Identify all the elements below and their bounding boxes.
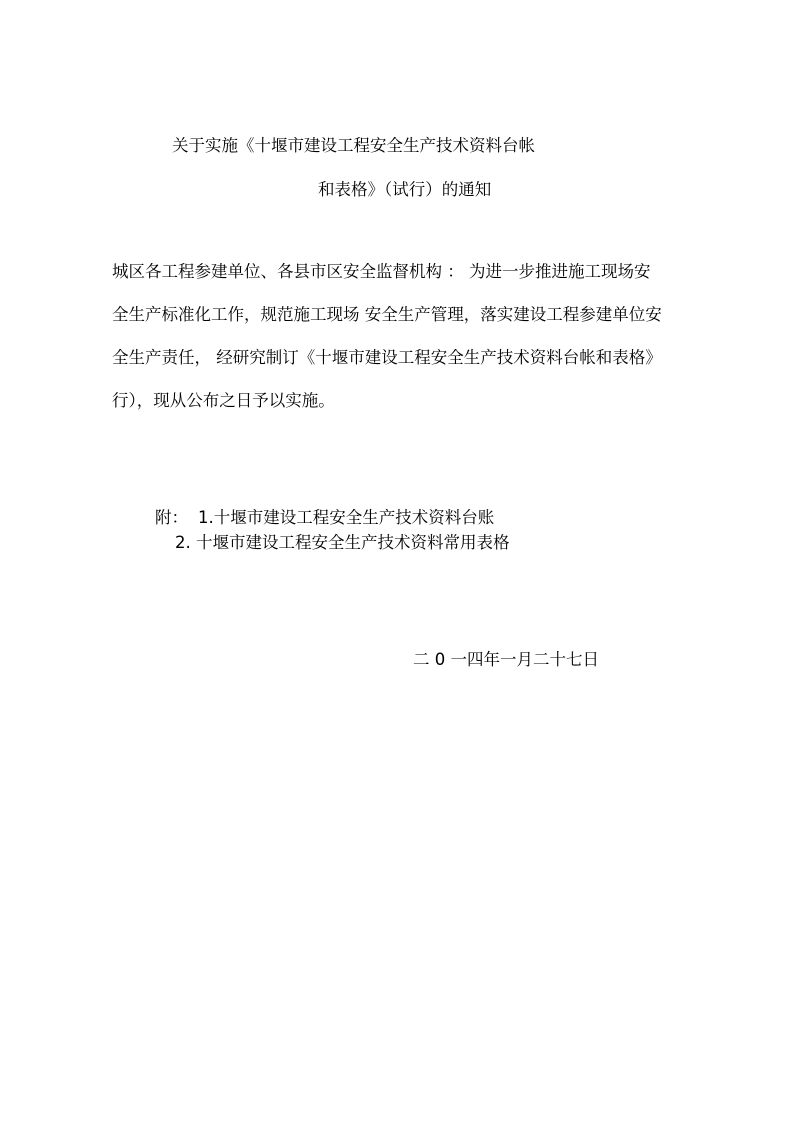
title-line-2: 和表格》（试行）的通知 <box>318 180 492 199</box>
attachment-item-1: 1.十堰市建设工程安全生产技术资料台账 <box>198 508 495 527</box>
document-date: 二 0 一四年一月二十七日 <box>413 650 599 669</box>
attachment-label: 附： <box>155 508 188 527</box>
attachment-item-2: 2. 十堰市建设工程安全生产技术资料常用表格 <box>175 533 510 552</box>
body-line-4: 行），现从公布之日予以实施。 <box>112 391 335 410</box>
body-line-3: 全生产责任， 经研究制订《十堰市建设工程安全生产技术资料台帐和表格》 <box>112 348 662 367</box>
body-line-2: 全生产标准化工作，规范施工现场 安全生产管理，落实建设工程参建单位安 <box>112 305 662 324</box>
title-line-1: 关于实施《十堰市建设工程安全生产技术资料台帐 <box>172 136 535 155</box>
body-line-1: 城区各工程参建单位、各县市区安全监督机构 ： 为进一步推进施工现场安 <box>112 262 651 281</box>
